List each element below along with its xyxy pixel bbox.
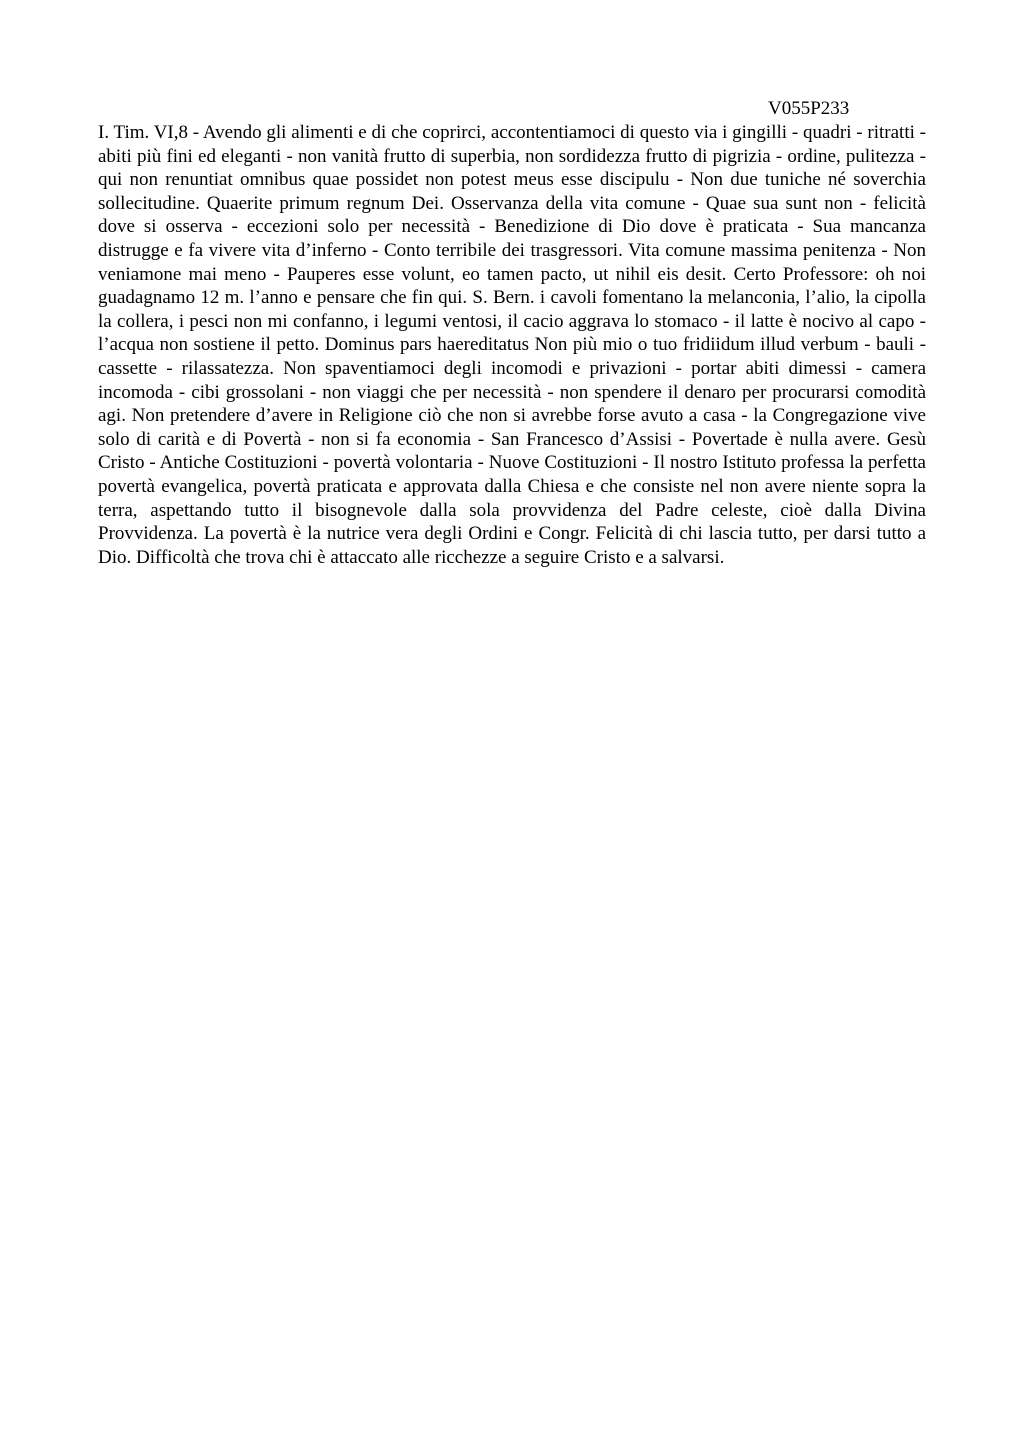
body-paragraph: I. Tim. VI,8 - Avendo gli alimenti e di che coprirci, accontentiamoci di questo via i gingilli - quadri - ritratti - abiti più fini ed eleganti - non vanità frutto di superbia, non sordidezza frutto di pigrizia - ordine, pulitezza - qui non renuntiat omnibus quae possidet non potest meus esse discipulu - Non due tuniche né soverchia sollecitudine. Quaerite primum regnum Dei. Osservanza della vita comune - Quae sua sunt non - felicità dove si osserva - eccezioni solo per necessità - Benedizione di Dio dove è praticata - Sua mancanza distrugge e fa vivere vita d’inferno - Conto terribile dei trasgressori. Vita comune massima penitenza - Non veniamone mai meno - Pauperes esse volunt, eo tamen pacto, ut nihil eis desit. Certo Professore: oh noi guadagnamo 12 m. l’anno e pensare che fin qui. S. Bern. i cavoli fomentano la melanconia, l’alio, la cipolla la collera, i pesci non mi confanno, i legumi ventosi, il cacio aggrava lo stomaco - il latte è nocivo al capo - l’acqua non sostiene il petto. Dominus pars haereditatus Non più mio o tuo fridiidum illud verbum - bauli - cassette - rilassatezza. Non spaventiamoci degli incomodi e privazioni - portar abiti dimessi - camera incomoda - cibi grossolani - non viaggi che per necessità - non spendere il denaro per procurarsi comodità agi. Non pretendere d’avere in Religione ciò che non si avrebbe forse avuto a casa - la Congregazione vive solo di carità e di Povertà - non si fa economia - San Francesco d’Assisi - Povertade è nulla avere. Gesù Cristo - Antiche Costituzioni - povertà volontaria - Nuove Costituzioni - Il nostro Istituto professa la perfetta povertà evangelica, povertà praticata e approvata dalla Chiesa e che consiste nel non avere niente sopra la terra, aspettando tutto il bisognevole dalla sola provvidenza del Padre celeste, cioè dalla Divina Provvidenza. La povertà è la nutrice vera degli Ordini e Congr. Felicità di chi lascia tutto, per darsi tutto a Dio. Difficoltà che trova chi è attaccato alle ricchezze a seguire Cristo e a salvarsi. (98, 122, 926, 568)
page-identifier: V055P233 (768, 98, 850, 119)
